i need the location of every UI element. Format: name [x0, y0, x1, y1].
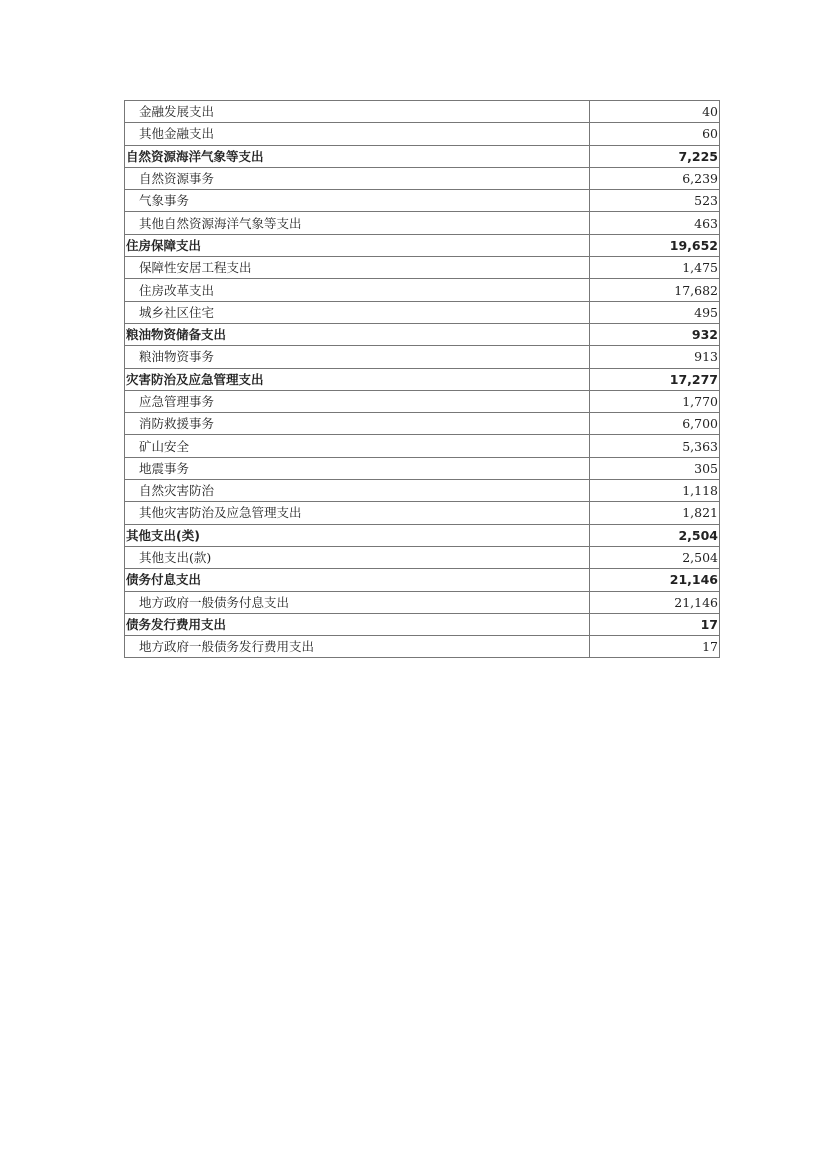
item-row	[125, 480, 720, 502]
category-amount-cell: 17	[590, 613, 720, 635]
expenditure-table	[124, 100, 720, 658]
category-row	[125, 145, 720, 167]
item-name-cell: 其他自然资源海洋气象等支出	[125, 212, 590, 234]
item-amount-cell: 6,700	[590, 413, 720, 435]
item-amount-cell: 1,475	[590, 257, 720, 279]
category-name-cell: 自然资源海洋气象等支出	[125, 145, 590, 167]
item-amount-cell: 40	[590, 101, 720, 123]
category-name-cell: 其他支出(类)	[125, 524, 590, 546]
item-name-cell: 粮油物资事务	[125, 346, 590, 368]
item-name-cell: 保障性安居工程支出	[125, 257, 590, 279]
item-row	[125, 502, 720, 524]
item-amount-cell: 60	[590, 123, 720, 145]
item-name-cell: 自然灾害防治	[125, 480, 590, 502]
category-amount-cell: 19,652	[590, 234, 720, 256]
item-amount-cell: 5,363	[590, 435, 720, 457]
item-amount-cell: 2,504	[590, 546, 720, 568]
category-row	[125, 524, 720, 546]
item-amount-cell: 523	[590, 190, 720, 212]
item-row	[125, 212, 720, 234]
category-row	[125, 368, 720, 390]
category-name-cell: 粮油物资储备支出	[125, 323, 590, 345]
category-row	[125, 613, 720, 635]
item-name-cell: 地方政府一般债务发行费用支出	[125, 636, 590, 658]
item-name-cell: 金融发展支出	[125, 101, 590, 123]
item-name-cell: 地方政府一般债务付息支出	[125, 591, 590, 613]
item-row	[125, 591, 720, 613]
item-name-cell: 其他灾害防治及应急管理支出	[125, 502, 590, 524]
item-name-cell: 消防救援事务	[125, 413, 590, 435]
item-name-cell: 地震事务	[125, 457, 590, 479]
category-name-cell: 债务付息支出	[125, 569, 590, 591]
expenditure-table-body	[125, 101, 720, 658]
item-row	[125, 257, 720, 279]
item-amount-cell: 17	[590, 636, 720, 658]
item-row	[125, 279, 720, 301]
category-amount-cell: 21,146	[590, 569, 720, 591]
item-name-cell: 其他金融支出	[125, 123, 590, 145]
item-name-cell: 住房改革支出	[125, 279, 590, 301]
category-row	[125, 323, 720, 345]
item-row	[125, 101, 720, 123]
item-amount-cell: 21,146	[590, 591, 720, 613]
category-amount-cell: 2,504	[590, 524, 720, 546]
item-row	[125, 390, 720, 412]
item-amount-cell: 1,770	[590, 390, 720, 412]
item-name-cell: 矿山安全	[125, 435, 590, 457]
item-row	[125, 435, 720, 457]
item-amount-cell: 305	[590, 457, 720, 479]
item-row	[125, 457, 720, 479]
item-amount-cell: 495	[590, 301, 720, 323]
category-name-cell: 住房保障支出	[125, 234, 590, 256]
item-row	[125, 190, 720, 212]
item-amount-cell: 6,239	[590, 167, 720, 189]
item-row	[125, 167, 720, 189]
item-name-cell: 气象事务	[125, 190, 590, 212]
item-amount-cell: 913	[590, 346, 720, 368]
category-name-cell: 债务发行费用支出	[125, 613, 590, 635]
category-name-cell: 灾害防治及应急管理支出	[125, 368, 590, 390]
category-row	[125, 234, 720, 256]
item-row	[125, 636, 720, 658]
item-row	[125, 123, 720, 145]
item-amount-cell: 1,821	[590, 502, 720, 524]
item-row	[125, 301, 720, 323]
item-row	[125, 546, 720, 568]
item-name-cell: 城乡社区住宅	[125, 301, 590, 323]
item-amount-cell: 463	[590, 212, 720, 234]
category-amount-cell: 932	[590, 323, 720, 345]
item-name-cell: 自然资源事务	[125, 167, 590, 189]
item-row	[125, 413, 720, 435]
item-row	[125, 346, 720, 368]
item-name-cell: 其他支出(款)	[125, 546, 590, 568]
item-amount-cell: 17,682	[590, 279, 720, 301]
item-amount-cell: 1,118	[590, 480, 720, 502]
category-row	[125, 569, 720, 591]
category-amount-cell: 17,277	[590, 368, 720, 390]
item-name-cell: 应急管理事务	[125, 390, 590, 412]
category-amount-cell: 7,225	[590, 145, 720, 167]
